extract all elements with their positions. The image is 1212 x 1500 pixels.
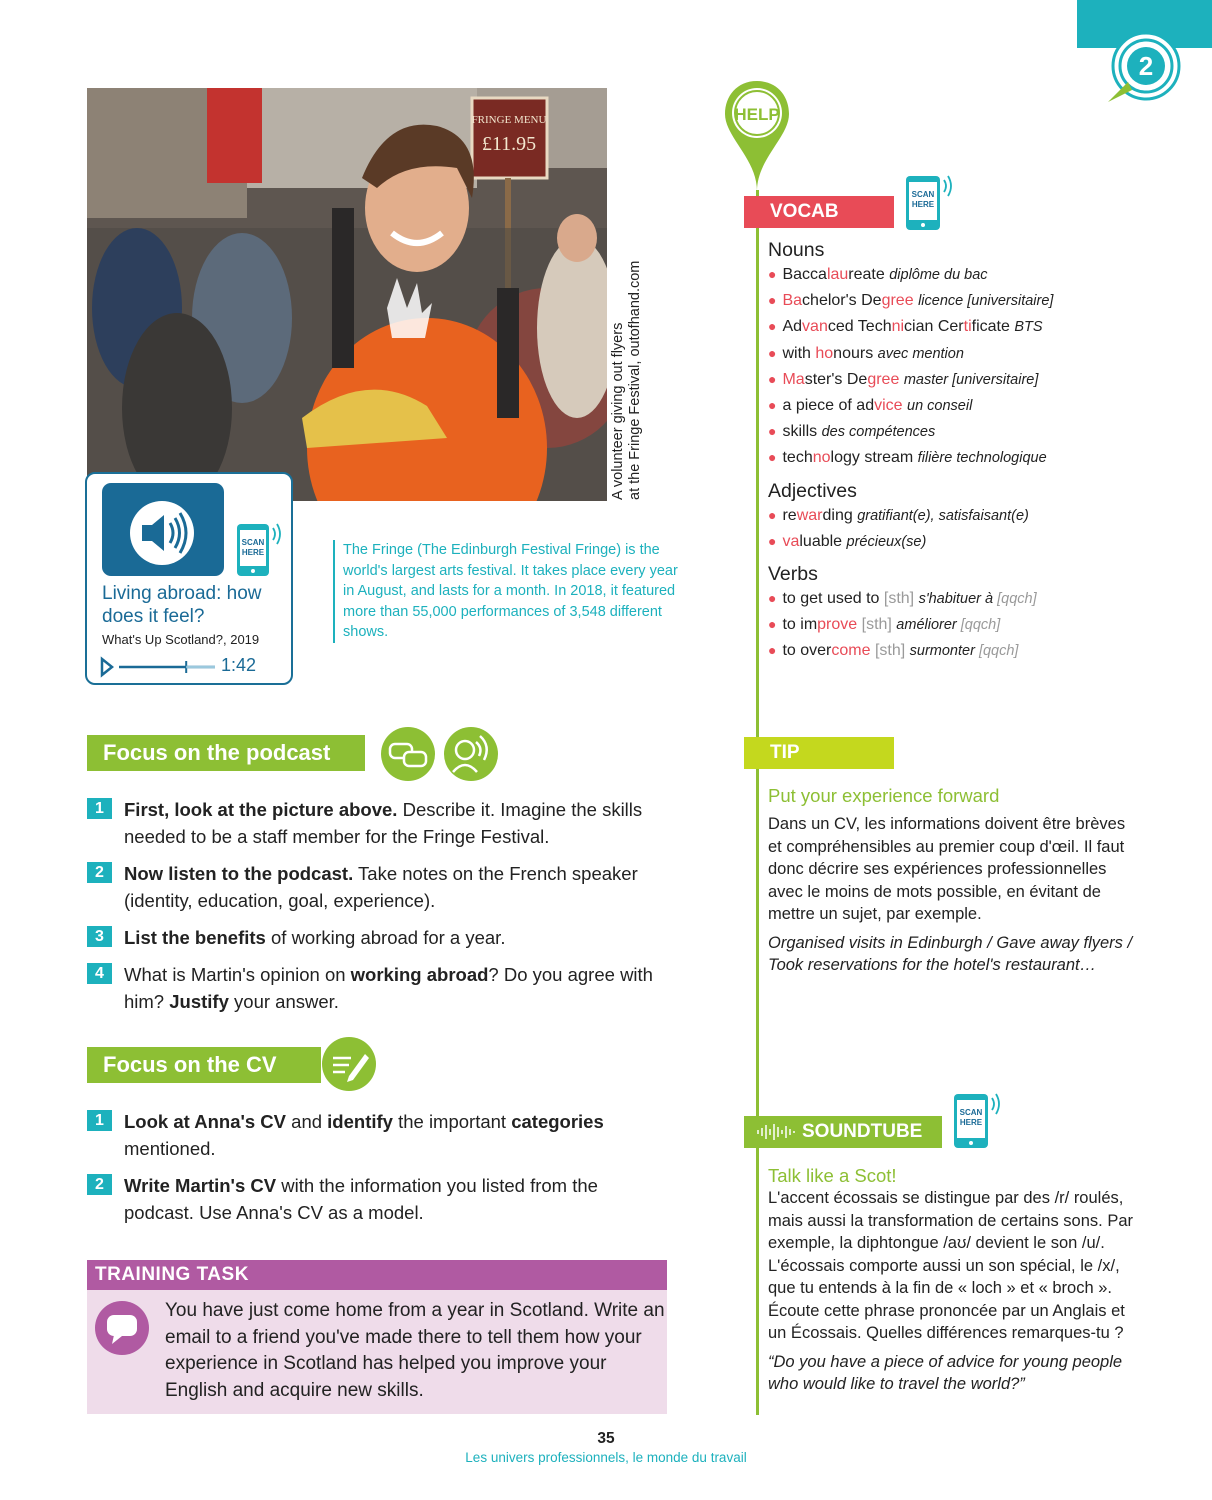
noun-item: ● Advanced Technician Certificate BTS bbox=[768, 318, 1043, 336]
tip-text: Dans un CV, les informations doivent être brèves et compréhensibles au premier coup d'œil. Il faut donc décrire ses expériences professionnelles avec le moins de mots possible, en évitant de mettre un sujet, par exemple. bbox=[768, 815, 1126, 923]
chapter-number: 2 bbox=[1138, 51, 1154, 81]
tip-example: Organised visits in Edinburgh / Gave away flyers / Took reservations for the hotel's restaurant… bbox=[768, 933, 1133, 974]
speaker-icon[interactable] bbox=[102, 483, 224, 576]
svg-text:SCAN: SCAN bbox=[959, 1108, 983, 1117]
tip-body bbox=[768, 813, 1133, 977]
bullet-icon: ● bbox=[768, 318, 777, 335]
tip-header: TIP bbox=[744, 737, 894, 769]
training-task-header: TRAINING TASK bbox=[87, 1260, 667, 1290]
cv-task-2: 2 Write Martin's CV with the information you listed from the podcast. Use Anna's CV as a model. bbox=[87, 1172, 667, 1226]
verbs-list bbox=[768, 586, 1148, 665]
verb-item: ● to get used to [sth] s'habituer à [qqch] bbox=[768, 590, 1037, 608]
timeline-line bbox=[756, 190, 759, 1415]
nouns-heading: Nouns bbox=[768, 239, 825, 261]
podcast-task-1: 1 First, look at the picture above. Describe it. Imagine the skills needed to be a staff member for the Fringe Festival. bbox=[87, 796, 667, 850]
soundtube-scan-icon[interactable] bbox=[950, 1090, 1006, 1150]
bullet-icon: ● bbox=[768, 590, 777, 607]
noun-item: ● technology stream filière technologique bbox=[768, 449, 1047, 467]
bullet-icon: ● bbox=[768, 292, 777, 309]
listening-icon bbox=[443, 726, 499, 782]
bullet-icon: ● bbox=[768, 423, 777, 440]
noun-item: ● Baccalaureate diplôme du bac bbox=[768, 266, 988, 283]
play-icon bbox=[102, 659, 112, 675]
nouns-list bbox=[768, 262, 1148, 472]
cv-task-1: 1 Look at Anna's CV and identify the important categories mentioned. bbox=[87, 1108, 667, 1162]
bullet-icon: ● bbox=[768, 344, 777, 361]
discussion-icon bbox=[380, 726, 436, 782]
soundtube-body bbox=[768, 1187, 1138, 1396]
fringe-description: The Fringe (The Edinburgh Festival Fringe) is the world's largest arts festival. It takes place every year in August, and lasts for a month. In 2018, it featured more than 55,000 performances of 3,548 different shows. bbox=[333, 540, 683, 643]
page-number: 35 bbox=[597, 1430, 615, 1447]
podcast-task-3: 3 List the benefits of working abroad for a year. bbox=[87, 924, 667, 951]
podcast-card[interactable] bbox=[85, 472, 293, 685]
svg-text:SCAN: SCAN bbox=[911, 190, 935, 199]
noun-item: ● Bachelor's Degree licence [universitaire] bbox=[768, 292, 1054, 310]
training-task-box bbox=[87, 1290, 667, 1414]
adjective-item: ● rewarding gratifiant(e), satisfaisant(e) bbox=[768, 506, 1029, 524]
soundtube-header bbox=[744, 1116, 942, 1148]
podcast-section-header: Focus on the podcast bbox=[87, 735, 365, 771]
svg-text:SCAN: SCAN bbox=[241, 538, 265, 547]
soundtube-title: Talk like a Scot! bbox=[768, 1165, 897, 1186]
bullet-icon: ● bbox=[768, 642, 777, 659]
svg-text:HERE: HERE bbox=[241, 548, 265, 557]
festival-photo bbox=[87, 88, 607, 501]
svg-text:HERE: HERE bbox=[959, 1118, 983, 1127]
tip-title: Put your experience forward bbox=[768, 785, 1000, 806]
podcast-title: Living abroad: how does it feel? bbox=[102, 583, 262, 627]
speech-bubble-icon bbox=[94, 1300, 150, 1356]
cv-tasks bbox=[87, 1108, 667, 1226]
svg-text:HERE: HERE bbox=[911, 200, 935, 209]
photo-caption-line2: at the Fringe Festival, outofhand.com bbox=[627, 260, 643, 500]
bullet-icon: ● bbox=[768, 397, 777, 414]
verb-item: ● to improve [sth] améliorer [qqch] bbox=[768, 616, 1001, 634]
adjective-item: ● valuable précieux(se) bbox=[768, 532, 927, 550]
flyer-sign-text-2: £11.95 bbox=[481, 133, 537, 155]
soundtube-example: “Do you have a piece of advice for young people who would like to travel the world?” bbox=[768, 1352, 1123, 1393]
adjectives-heading: Adjectives bbox=[768, 479, 857, 502]
photo-caption bbox=[610, 261, 644, 500]
bullet-icon: ● bbox=[768, 370, 777, 387]
vocab-header: VOCAB bbox=[744, 196, 894, 228]
bullet-icon: ● bbox=[768, 532, 777, 549]
soundtube-text: L'accent écossais se distingue par des /r/ roulés, mais aussi la transformation de certains sons. Par exemple, la diphtongue /aʊ/ devient le son /u/. L'écossais comporte aussi un son spécial, le /x/, que tu entends à la fin de « loch » et « broch ». Écoute cette phrase prononcée par un Anglais et un Écossais. Quelles différences remarques-tu ? bbox=[768, 1189, 1133, 1342]
noun-item: ● skills des compétences bbox=[768, 423, 936, 441]
podcast-task-2: 2 Now listen to the podcast. Take notes on the French speaker (identity, education, goal, experience). bbox=[87, 860, 667, 914]
vocab-content bbox=[768, 239, 1148, 665]
soundwave-icon bbox=[756, 1123, 796, 1141]
scan-phone-icon[interactable] bbox=[235, 520, 289, 578]
vocab-scan-icon[interactable] bbox=[902, 172, 958, 232]
cv-section-header: Focus on the CV bbox=[87, 1047, 321, 1083]
chapter-badge bbox=[1104, 28, 1184, 108]
noun-item: ● Master's Degree master [universitaire] bbox=[768, 370, 1039, 388]
bullet-icon: ● bbox=[768, 449, 777, 466]
podcast-source: What's Up Scotland?, 2019 bbox=[102, 632, 260, 647]
flyer-sign-text-1: FRINGE MENU bbox=[471, 114, 547, 126]
podcast-task-4: 4 What is Martin's opinion on working abroad? Do you agree with him? Justify your answer. bbox=[87, 961, 667, 1015]
bullet-icon: ● bbox=[768, 266, 777, 282]
page-footer: Les univers professionnels, le monde du travail bbox=[465, 1450, 747, 1465]
help-pin-icon bbox=[721, 79, 793, 193]
photo-caption-line1: A volunteer giving out flyers bbox=[610, 322, 626, 500]
podcast-duration: 1:42 bbox=[221, 655, 257, 675]
training-task-text: You have just come home from a year in Scotland. Write an email to a friend you've made there to tell them how your experience in Scotland has helped you improve your English and acquire new skills. bbox=[165, 1300, 665, 1401]
soundtube-label: SOUNDTUBE bbox=[802, 1121, 923, 1142]
bullet-icon: ● bbox=[768, 616, 777, 633]
writing-icon bbox=[321, 1036, 377, 1092]
noun-item: ● with honours avec mention bbox=[768, 344, 964, 362]
adjectives-list bbox=[768, 503, 1148, 555]
volunteer-photo-illustration bbox=[87, 88, 607, 501]
verb-item: ● to overcome [sth] surmonter [qqch] bbox=[768, 642, 1019, 660]
podcast-tasks bbox=[87, 796, 667, 1015]
verbs-heading: Verbs bbox=[768, 563, 818, 586]
noun-item: ● a piece of advice un conseil bbox=[768, 397, 973, 415]
bullet-icon: ● bbox=[768, 506, 777, 523]
audio-player[interactable] bbox=[99, 656, 219, 678]
svg-text:HELP: HELP bbox=[734, 105, 780, 124]
